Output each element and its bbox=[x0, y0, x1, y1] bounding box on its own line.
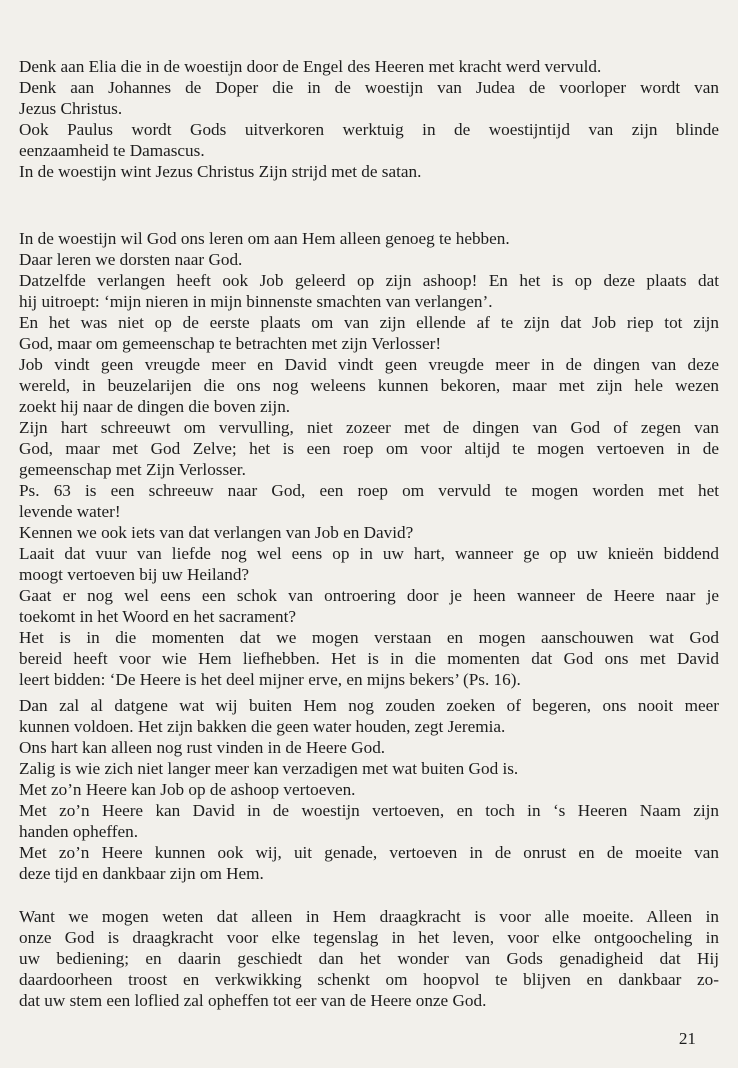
text-line: leert bidden: ‘De Heere is het deel mijner erve, en mijns bekers’ (Ps. 16). bbox=[19, 670, 521, 689]
text-line: Gaat er nog wel eens een schok van ontroering door je heen wanneer de Heere naar je bbox=[19, 586, 719, 605]
paragraph-2 bbox=[19, 228, 719, 690]
text-line: daardoorheen troost en verkwikking schenkt om hoopvol te blijven en dankbaar zo- bbox=[19, 970, 719, 989]
text-line: In de woestijn wil God ons leren om aan Hem alleen genoeg te hebben. bbox=[19, 229, 510, 248]
text-line: eenzaamheid te Damascus. bbox=[19, 141, 205, 160]
text-line: Denk aan Elia die in de woestijn door de Engel des Heeren met kracht werd vervuld. bbox=[19, 57, 602, 76]
text-line: Ook Paulus wordt Gods uitverkoren werktuig in de woestijntijd van zijn blinde bbox=[19, 120, 719, 139]
text-line: Met zo’n Heere kan Job op de ashoop vertoeven. bbox=[19, 780, 356, 799]
text-line: Met zo’n Heere kunnen ook wij, uit genade, vertoeven in de onrust en de moeite van bbox=[19, 843, 719, 862]
text-line: moogt vertoeven bij uw Heiland? bbox=[19, 565, 250, 584]
text-line: En het was niet op de eerste plaats om van zijn ellende af te zijn dat Job riep tot zijn bbox=[19, 313, 719, 332]
text-line: Job vindt geen vreugde meer en David vindt geen vreugde meer in de dingen van deze bbox=[19, 355, 719, 374]
text-line: deze tijd en dankbaar zijn om Hem. bbox=[19, 864, 264, 883]
text-line: Zijn hart schreeuwt om vervulling, niet zozeer met de dingen van God of zegen van bbox=[19, 418, 719, 437]
text-line: wereld, in beuzelarijen die ons nog weleens kunnen bekoren, maar met zijn hele wezen bbox=[19, 376, 719, 395]
text-line: gemeenschap met Zijn Verlosser. bbox=[19, 460, 246, 479]
paragraph-1 bbox=[19, 56, 719, 182]
text-line: zoekt hij naar de dingen die boven zijn. bbox=[19, 397, 291, 416]
text-line: Dan zal al datgene wat wij buiten Hem nog zouden zoeken of begeren, ons nooit meer bbox=[19, 696, 719, 715]
text-line: Datzelfde verlangen heeft ook Job geleerd op zijn ashoop! En het is op deze plaats dat bbox=[19, 271, 719, 290]
text-line: kunnen voldoen. Het zijn bakken die geen water houden, zegt Jeremia. bbox=[19, 717, 506, 736]
text-line: Daar leren we dorsten naar God. bbox=[19, 250, 243, 269]
text-line: God, maar met God Zelve; het is een roep om voor altijd te mogen vertoeven in de bbox=[19, 439, 719, 458]
text-line: Denk aan Johannes de Doper die in de woestijn van Judea de voorloper wordt van bbox=[19, 78, 719, 97]
text-line: onze God is draagkracht voor elke tegenslag in het leven, voor elke ontgoocheling in bbox=[19, 928, 719, 947]
page-number: 21 bbox=[678, 1029, 696, 1048]
text-line: Ps. 63 is een schreeuw naar God, een roep om vervuld te mogen worden met het bbox=[19, 481, 719, 500]
paragraph-3 bbox=[19, 695, 719, 884]
text-line: handen opheffen. bbox=[19, 822, 138, 841]
text-line: Want we mogen weten dat alleen in Hem draagkracht is voor alle moeite. Alleen in bbox=[19, 907, 719, 926]
text-line: Kennen we ook iets van dat verlangen van Job en David? bbox=[19, 523, 414, 542]
text-line: uw bediening; en daarin geschiedt dan het wonder van Gods genadigheid dat Hij bbox=[19, 949, 719, 968]
text-line: hij uitroept: ‘mijn nieren in mijn binnenste smachten van verlangen’. bbox=[19, 292, 493, 311]
paragraph-4 bbox=[19, 906, 719, 1011]
text-line: Laait dat vuur van liefde nog wel eens op in uw hart, wanneer ge op uw knieën biddend bbox=[19, 544, 719, 563]
text-line: toekomt in het Woord en het sacrament? bbox=[19, 607, 297, 626]
text-line: dat uw stem een loflied zal opheffen tot eer van de Heere onze God. bbox=[19, 991, 487, 1010]
text-line: Zalig is wie zich niet langer meer kan verzadigen met wat buiten God is. bbox=[19, 759, 519, 778]
text-line: levende water! bbox=[19, 502, 121, 521]
text-line: bereid heeft voor wie Hem liefhebben. Het is in die momenten dat God ons met David bbox=[19, 649, 719, 668]
text-line: Met zo’n Heere kan David in de woestijn vertoeven, en toch in ‘s Heeren Naam zijn bbox=[19, 801, 719, 820]
text-line: Het is in die momenten dat we mogen verstaan en mogen aanschouwen wat God bbox=[19, 628, 719, 647]
text-line: Ons hart kan alleen nog rust vinden in de Heere God. bbox=[19, 738, 386, 757]
text-line: Jezus Christus. bbox=[19, 99, 123, 118]
text-line: In de woestijn wint Jezus Christus Zijn strijd met de satan. bbox=[19, 162, 422, 181]
text-line: God, maar om gemeenschap te betrachten met zijn Verlosser! bbox=[19, 334, 442, 353]
